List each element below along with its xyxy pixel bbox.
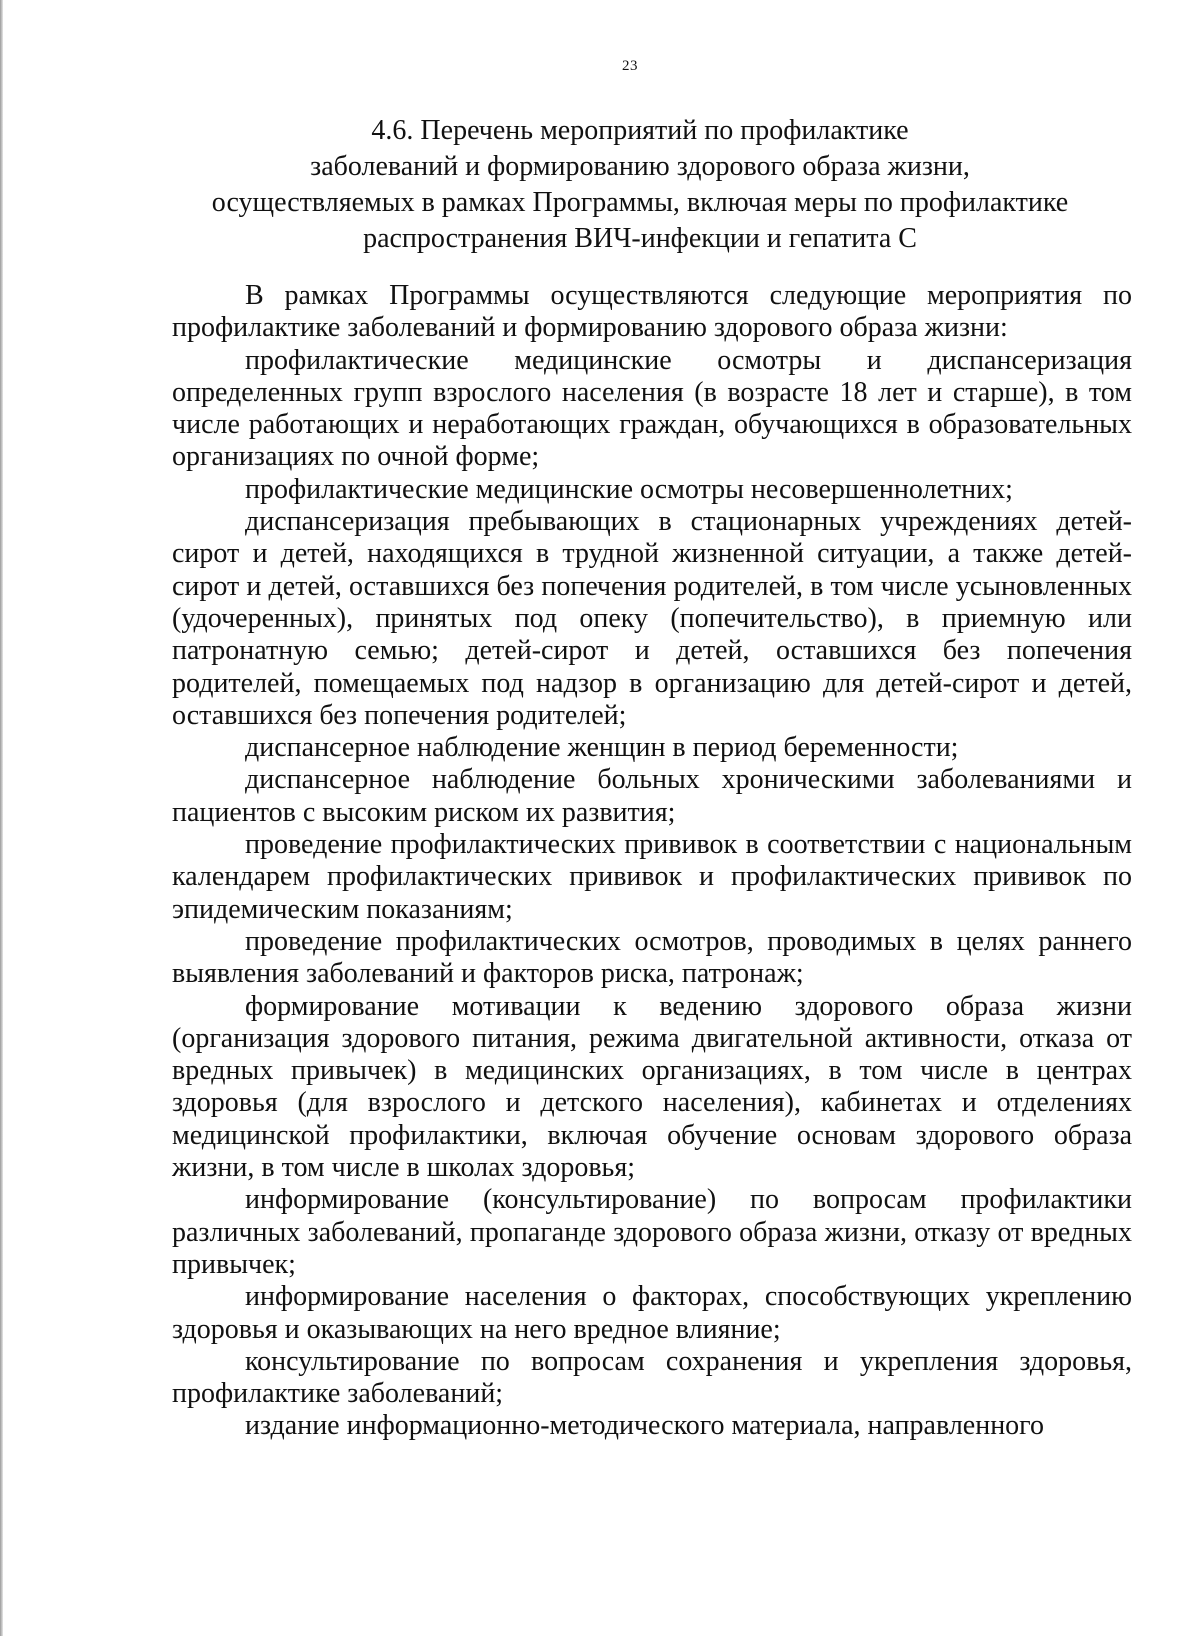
scan-edge-shadow <box>0 0 3 1636</box>
paragraph-item: консультирование по вопросам сохранения и укрепления здоровья, профилактике заболеваний; <box>172 1345 1132 1410</box>
page-number: 23 <box>622 58 638 74</box>
paragraph-item: диспансеризация пребывающих в стационарных учреждениях детей-сирот и детей, находящихся в трудной жизненной ситуации, а также детей-сирот и детей, оставшихся без попечения родителей, в том числе усыновленных (удочеренных), принятых под опеку (попечительство), в приемную или патронатную семью; детей-сирот и детей, оставшихся без попечения родителей, помещаемых под надзор в организацию для детей-сирот и детей, оставшихся без попечения родителей; <box>172 506 1132 731</box>
heading-line-2: заболеваний и формированию здорового образа жизни, <box>310 151 970 182</box>
section-heading <box>140 113 1140 257</box>
paragraph-item: профилактические медицинские осмотры и диспансеризация определенных групп взрослого населения (в возрасте 18 лет и старше), в том числе работающих и неработающих граждан, обучающихся в образовательных организациях по очной форме; <box>172 344 1132 473</box>
paragraph-item: издание информационно-методического материала, направленного <box>245 1410 1044 1442</box>
paragraph-item: диспансерное наблюдение больных хроническими заболеваниями и пациентов с высоким риском их развития; <box>172 764 1132 828</box>
heading-line-3: осуществляемых в рамках Программы, включая меры по профилактике <box>211 187 1069 218</box>
paragraph-item: проведение профилактических прививок в соответствии с национальным календарем профилактических прививок и профилактических прививок по эпидемическим показаниям; <box>172 829 1132 925</box>
heading-line-1: 4.6. Перечень мероприятий по профилактике <box>371 115 909 146</box>
paragraph-item: профилактические медицинские осмотры несовершеннолетних; <box>245 473 1013 505</box>
paragraph-item: информирование (консультирование) по вопросам профилактики различных заболеваний, пропаганде здорового образа жизни, отказу от вредных привычек; <box>172 1184 1132 1280</box>
body-text <box>172 280 1132 1443</box>
paragraph-item: проведение профилактических осмотров, проводимых в целях раннего выявления заболеваний и факторов риска, патронаж; <box>172 925 1132 990</box>
paragraph-item: информирование населения о факторах, способствующих укреплению здоровья и оказывающих на него вредное влияние; <box>172 1281 1132 1345</box>
paragraph-item: формирование мотивации к ведению здорового образа жизни (организация здорового питания, режима двигательной активности, отказа от вредных привычек) в медицинских организациях, в том числе в центрах здоровья (для взрослого и детского населения), кабинетах и отделениях медицинской профилактики, включая обучение основам здорового образа жизни, в том числе в школах здоровья; <box>172 990 1132 1184</box>
paragraph-item: диспансерное наблюдение женщин в период беременности; <box>245 732 959 764</box>
paragraph-intro: В рамках Программы осуществляются следующие мероприятия по профилактике заболеваний и формированию здорового образа жизни: <box>172 280 1132 344</box>
heading-line-4: распространения ВИЧ-инфекции и гепатита С <box>363 223 917 254</box>
